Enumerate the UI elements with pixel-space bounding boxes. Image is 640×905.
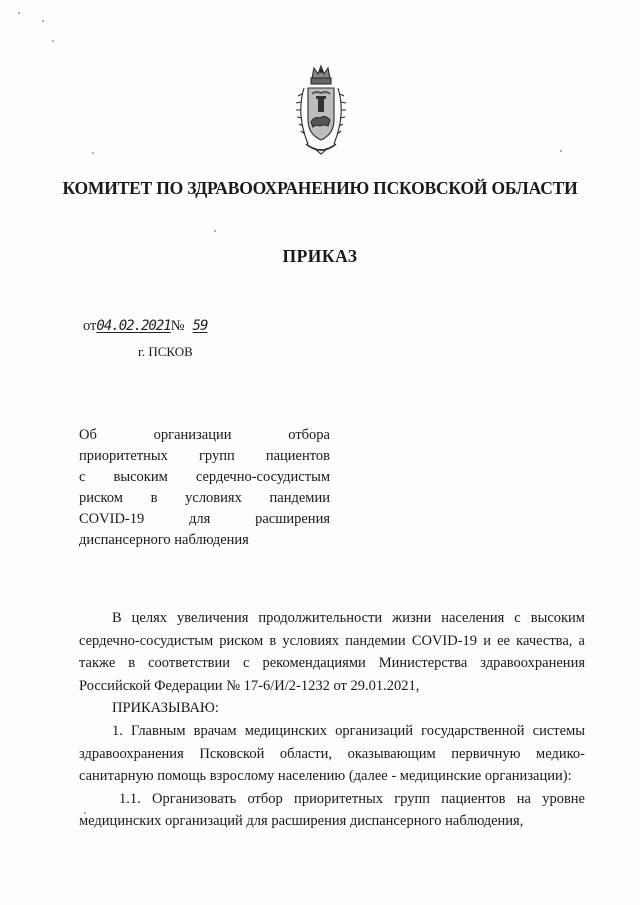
document-type-title: ПРИКАЗ <box>282 246 358 266</box>
scan-speck <box>560 150 562 152</box>
scan-speck <box>42 20 44 22</box>
city-label: г. ПСКОВ <box>138 344 193 359</box>
item-1-paragraph: 1. Главным врачам медицинских организаций государственной системы здравоохранения Псковской области, оказывающим первичную медико-санитарную помощь взрослому населению (далее - медицинские организации): <box>79 722 585 785</box>
order-word: ПРИКАЗЫВАЮ: <box>112 700 219 717</box>
handwritten-date: 04.02.2021 <box>96 318 171 334</box>
item-1-1-paragraph: 1.1. Организовать отбор приоритетных групп пациентов на уровне медицинских организаций для расширения диспансерного наблюдения, <box>79 790 585 830</box>
preamble-paragraph: В целях увеличения продолжительности жизни населения с высоким сердечно-сосудистым риском в условиях пандемии COVID-19 и ее качества, а также в соответствии с рекомендациями Министерства здравоохранения Российской Федерации № 17-6/И/2-1232 от 29.01.2021, <box>79 610 585 694</box>
scan-speck <box>18 12 20 14</box>
handwritten-number: 59 <box>192 318 208 334</box>
subject-line: с высоким сердечно-сосудистым <box>79 469 330 485</box>
subject-line: COVID-19 для расширения <box>79 511 330 527</box>
order-body <box>79 607 585 833</box>
subject-line: Об организации отбора <box>79 427 330 443</box>
scan-speck <box>52 40 54 42</box>
number-label: № <box>170 318 185 334</box>
subject-line: приоритетных групп пациентов <box>79 448 330 464</box>
scan-speck <box>92 152 94 154</box>
from-label: от <box>83 318 97 334</box>
scan-speck <box>214 230 216 232</box>
date-number-line <box>83 318 215 335</box>
committee-title: КОМИТЕТ ПО ЗДРАВООХРАНЕНИЮ ПСКОВСКОЙ ОБЛАСТИ <box>62 178 578 198</box>
subject-line: диспансерного наблюдения <box>79 532 249 548</box>
order-subject <box>79 425 330 551</box>
coat-of-arms-emblem <box>294 64 348 156</box>
subject-line: риском в условиях пандемии <box>79 490 330 506</box>
